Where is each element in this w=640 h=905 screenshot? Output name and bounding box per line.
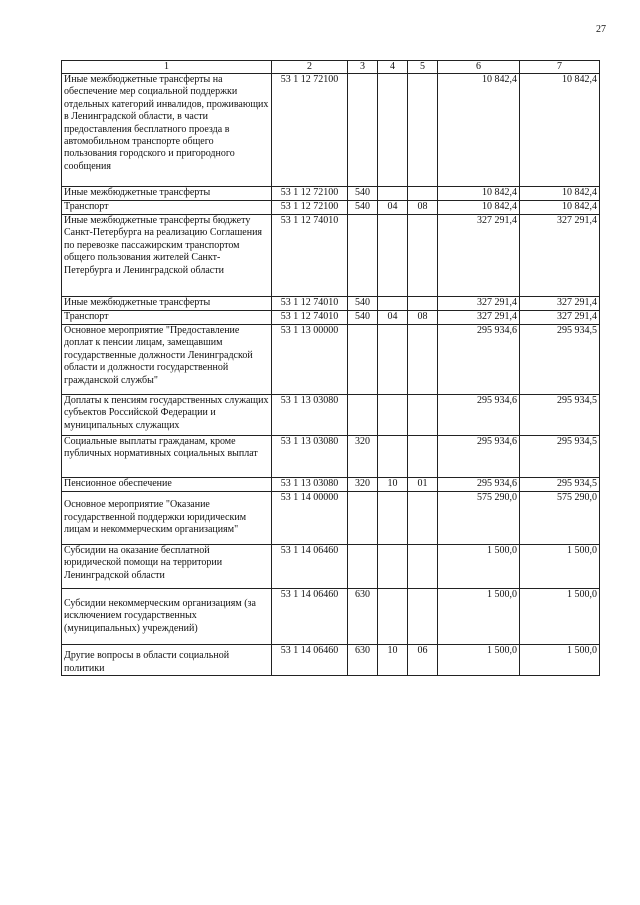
column-header: 3 <box>348 61 378 74</box>
row-value-7: 327 291,4 <box>520 297 600 311</box>
row-col3: 540 <box>348 297 378 311</box>
row-col4 <box>378 187 408 201</box>
row-code: 53 1 14 06460 <box>272 589 348 645</box>
row-code: 53 1 13 03080 <box>272 395 348 436</box>
table-row <box>62 311 600 325</box>
row-code: 53 1 13 03080 <box>272 478 348 492</box>
row-col5 <box>408 187 438 201</box>
row-name: Основное мероприятие "Оказание государственной поддержки юридическим лицам и некоммерческим организациям" <box>62 492 272 545</box>
row-col3: 540 <box>348 201 378 215</box>
row-col4: 10 <box>378 478 408 492</box>
row-col3: 540 <box>348 311 378 325</box>
table-row <box>62 478 600 492</box>
row-value-7: 575 290,0 <box>520 492 600 545</box>
row-col3: 630 <box>348 645 378 676</box>
row-value-6: 1 500,0 <box>438 545 520 589</box>
row-col3 <box>348 74 378 187</box>
column-header: 4 <box>378 61 408 74</box>
row-name: Транспорт <box>62 311 272 325</box>
row-col3 <box>348 492 378 545</box>
column-header: 7 <box>520 61 600 74</box>
row-code: 53 1 12 72100 <box>272 201 348 215</box>
row-col5 <box>408 436 438 478</box>
row-col5: 06 <box>408 645 438 676</box>
row-code: 53 1 14 06460 <box>272 545 348 589</box>
row-col4: 04 <box>378 311 408 325</box>
row-name: Субсидии на оказание бесплатной юридической помощи на территории Ленинградской области <box>62 545 272 589</box>
row-col3: 320 <box>348 478 378 492</box>
row-col4 <box>378 297 408 311</box>
row-col3 <box>348 395 378 436</box>
column-header: 1 <box>62 61 272 74</box>
column-header: 5 <box>408 61 438 74</box>
row-col5: 01 <box>408 478 438 492</box>
row-col5: 08 <box>408 311 438 325</box>
row-code: 53 1 12 74010 <box>272 311 348 325</box>
row-code: 53 1 12 74010 <box>272 215 348 297</box>
row-col4 <box>378 589 408 645</box>
row-value-6: 295 934,6 <box>438 478 520 492</box>
row-col4: 04 <box>378 201 408 215</box>
row-value-6: 295 934,6 <box>438 395 520 436</box>
row-col4 <box>378 325 408 395</box>
column-header: 6 <box>438 61 520 74</box>
row-code: 53 1 14 06460 <box>272 645 348 676</box>
row-code: 53 1 12 72100 <box>272 187 348 201</box>
row-col4 <box>378 395 408 436</box>
row-value-6: 327 291,4 <box>438 311 520 325</box>
row-value-6: 10 842,4 <box>438 201 520 215</box>
row-col3: 540 <box>348 187 378 201</box>
row-col5 <box>408 297 438 311</box>
row-name: Иные межбюджетные трансферты на обеспечение мер социальной поддержки отдельных категорий инвалидов, проживающих в Ленинградской области, в части предоставления бесплатного проезда в автомобильном транспорте общего пользования городского и пригородного сообщения <box>62 74 272 187</box>
row-col5 <box>408 589 438 645</box>
row-value-7: 295 934,5 <box>520 395 600 436</box>
table-row <box>62 297 600 311</box>
row-col5: 08 <box>408 201 438 215</box>
row-name: Иные межбюджетные трансферты <box>62 187 272 201</box>
row-value-7: 10 842,4 <box>520 201 600 215</box>
row-value-7: 1 500,0 <box>520 545 600 589</box>
row-col4 <box>378 545 408 589</box>
row-value-7: 10 842,4 <box>520 187 600 201</box>
table-row <box>62 187 600 201</box>
row-col5 <box>408 325 438 395</box>
header-row <box>62 61 600 74</box>
column-header: 2 <box>272 61 348 74</box>
row-col5 <box>408 492 438 545</box>
row-col5 <box>408 215 438 297</box>
row-col4 <box>378 74 408 187</box>
row-value-6: 575 290,0 <box>438 492 520 545</box>
row-col4: 10 <box>378 645 408 676</box>
table-row <box>62 436 600 478</box>
row-col4 <box>378 215 408 297</box>
table-row <box>62 589 600 645</box>
row-value-6: 1 500,0 <box>438 589 520 645</box>
row-name: Иные межбюджетные трансферты бюджету Санкт-Петербурга на реализацию Соглашения по перевозке пассажирским транспортом общего пользования жителей Санкт-Петербурга и Ленинградской области <box>62 215 272 297</box>
row-col3 <box>348 325 378 395</box>
row-col5 <box>408 545 438 589</box>
row-col4 <box>378 492 408 545</box>
table-row <box>62 325 600 395</box>
row-name: Другие вопросы в области социальной политики <box>62 645 272 676</box>
row-col3 <box>348 545 378 589</box>
row-value-6: 10 842,4 <box>438 187 520 201</box>
row-col5 <box>408 74 438 187</box>
row-col3: 630 <box>348 589 378 645</box>
row-name: Иные межбюджетные трансферты <box>62 297 272 311</box>
row-name: Основное мероприятие "Предоставление доплат к пенсии лицам, замещавшим государственные должности Ленинградской области и должности государственной гражданской службы" <box>62 325 272 395</box>
table-row <box>62 545 600 589</box>
row-code: 53 1 13 03080 <box>272 436 348 478</box>
row-col4 <box>378 436 408 478</box>
row-value-6: 327 291,4 <box>438 215 520 297</box>
row-col5 <box>408 395 438 436</box>
table-row <box>62 74 600 187</box>
table-row <box>62 492 600 545</box>
row-value-6: 295 934,6 <box>438 325 520 395</box>
row-code: 53 1 14 00000 <box>272 492 348 545</box>
row-name: Пенсионное обеспечение <box>62 478 272 492</box>
row-name: Социальные выплаты гражданам, кроме публичных нормативных социальных выплат <box>62 436 272 478</box>
row-code: 53 1 12 72100 <box>272 74 348 187</box>
row-value-6: 10 842,4 <box>438 74 520 187</box>
row-value-7: 1 500,0 <box>520 589 600 645</box>
row-name: Доплаты к пенсиям государственных служащих субъектов Российской Федерации и муниципальных служащих <box>62 395 272 436</box>
table-row <box>62 395 600 436</box>
row-value-7: 295 934,5 <box>520 478 600 492</box>
row-value-7: 1 500,0 <box>520 645 600 676</box>
table-row <box>62 201 600 215</box>
row-value-6: 327 291,4 <box>438 297 520 311</box>
row-name: Транспорт <box>62 201 272 215</box>
row-value-7: 295 934,5 <box>520 325 600 395</box>
row-value-7: 327 291,4 <box>520 311 600 325</box>
row-value-7: 327 291,4 <box>520 215 600 297</box>
page-number: 27 <box>596 24 606 35</box>
row-col3 <box>348 215 378 297</box>
row-code: 53 1 13 00000 <box>272 325 348 395</box>
table-row <box>62 215 600 297</box>
budget-table <box>61 60 600 676</box>
row-code: 53 1 12 74010 <box>272 297 348 311</box>
row-value-6: 295 934,6 <box>438 436 520 478</box>
row-value-6: 1 500,0 <box>438 645 520 676</box>
row-name: Субсидии некоммерческим организациям (за исключением государственных (муниципальных) учреждений) <box>62 589 272 645</box>
row-value-7: 10 842,4 <box>520 74 600 187</box>
row-col3: 320 <box>348 436 378 478</box>
row-value-7: 295 934,5 <box>520 436 600 478</box>
table-row <box>62 645 600 676</box>
